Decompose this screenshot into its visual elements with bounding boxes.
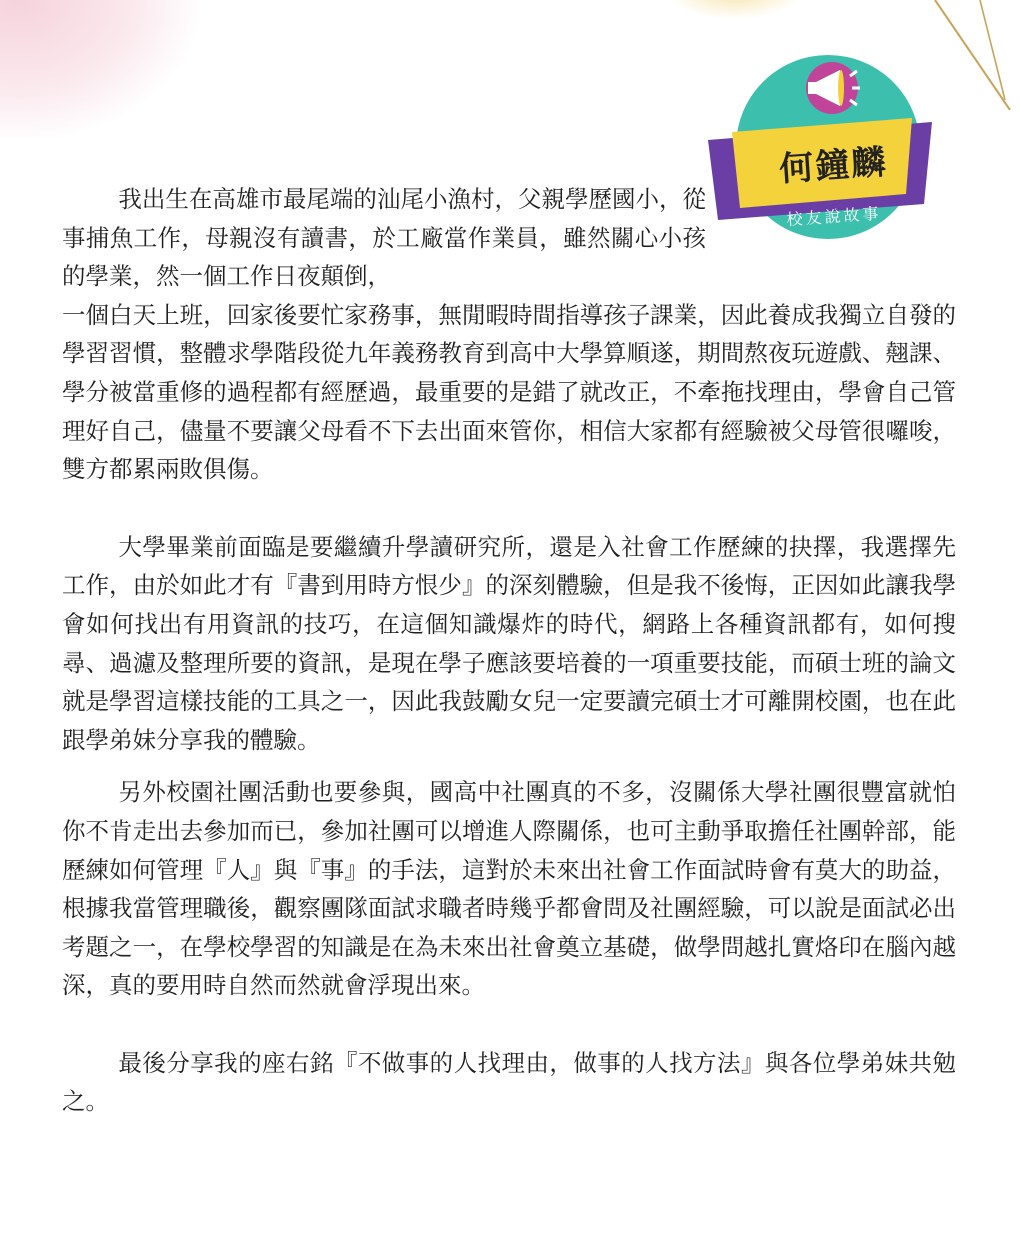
paragraph-4: 最後分享我的座右銘『不做事的人找理由，做事的人找方法』與各位學弟妹共勉之。 (62, 1048, 956, 1116)
badge-subtitle: 校友說故事 (786, 203, 883, 230)
pink-watercolor-decoration (0, 0, 200, 140)
paragraph-spacer (62, 489, 956, 528)
paragraph-3: 另外校園社團活動也要參與，國高中社團真的不多，沒關係大學社團很豐富就怕你不肯走出去參加而已，參加社團可以增進人際關係，也可主動爭取擔任社團幹部，能歷練如何管理『人』與『事』的手法，這對於未來出社會工作面試時會有莫大的助益，根據我當管理職後，觀察團隊面試求職者時幾乎都會問及社團經驗，可以說是面試必出考題之一，在學校學習的知識是在為未來出社會奠立基礎，做學問越扎實烙印在腦內越深，真的要用時自然而然就會浮現出來。 (62, 778, 956, 1000)
paragraph-spacer (62, 1005, 956, 1044)
paragraph-2: 大學畢業前面臨是要繼續升學讀研究所，還是入社會工作歷練的抉擇，我選擇先工作，由於如此才有『書到用時方恨少』的深刻體驗，但是我不後悔，正因如此讓我學會如何找出有用資訊的技巧，在這個知識爆炸的時代，網路上各種資訊都有，如何搜尋、過濾及整理所要的資訊，是現在學子應該要培養的一項重要技能，而碩士班的論文就是學習這樣技能的工具之一，因此我鼓勵女兒一定要讀完碩士才可離開校園，也在此跟學弟妹分享我的體驗。 (62, 532, 956, 754)
article-body (62, 180, 956, 1121)
paragraph-spacer (62, 759, 956, 773)
paragraph-1 (62, 180, 956, 489)
author-name: 何鐘麟 (777, 141, 889, 190)
yellow-watercolor-decoration (665, 0, 805, 20)
paragraph-1-rest: 一個白天上班，回家後要忙家務事，無閒暇時間指導孩子課業，因此養成我獨立自發的學習習慣，整體求學階段從九年義務教育到高中大學算順遂，期間熬夜玩遊戲、翹課、學分被當重修的過程都有經歷過，最重要的是錯了就改正，不牽拖找理由，學會自己管理好自己，儘量不要讓父母看不下去出面來管你，相信大家都有經驗被父母管很囉唆，雙方都累兩敗俱傷。 (62, 300, 956, 484)
paragraph-1-lead: 我出生在高雄市最尾端的汕尾小漁村，父親學歷國小，從事捕魚工作，母親沒有讀書，於工廠當作業員，雖然關心小孩的學業，然一個工作日夜顛倒， (62, 185, 706, 291)
